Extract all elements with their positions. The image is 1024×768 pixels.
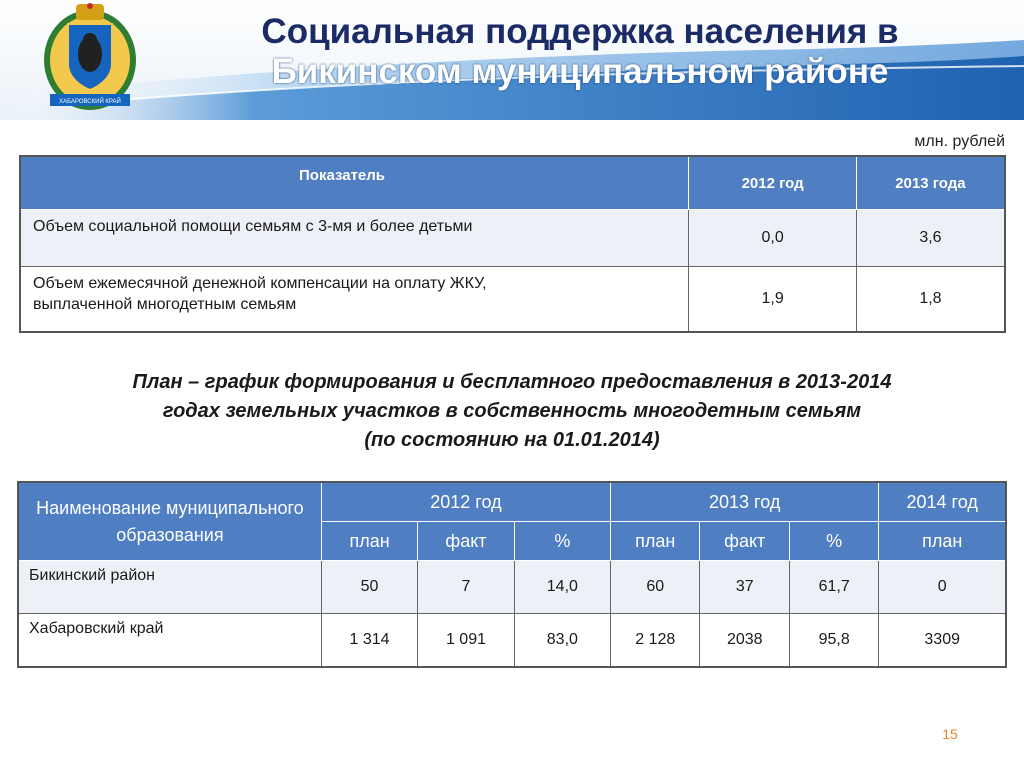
land-table-header	[18, 482, 1006, 522]
plan-title-line-2: годах земельных участков в собственность многодетным семьям	[162, 400, 862, 422]
header-year-2014: 2014 год	[879, 482, 1006, 522]
subheader-percent: %	[789, 522, 878, 561]
coat-of-arms-icon	[40, 2, 140, 114]
support-table-header	[20, 156, 1005, 210]
row-label: Объем социальной помощи семьям с 3-мя и более детьми	[20, 210, 689, 267]
header-2013: 2013 года	[856, 156, 1005, 210]
table-cell: 2038	[700, 614, 790, 668]
cell-2012: 1,9	[689, 267, 857, 333]
table-row	[18, 614, 1006, 668]
page-number: 15	[942, 726, 958, 742]
table-cell: 95,8	[789, 614, 878, 668]
table-cell: 50	[321, 561, 417, 614]
table-cell: 2 128	[611, 614, 700, 668]
emblem-caption: ХАБАРОВСКИЙ КРАЙ	[59, 99, 121, 105]
table-cell: 60	[611, 561, 700, 614]
header-year-2013: 2013 год	[611, 482, 879, 522]
header-municipality: Наименование муниципального образования	[18, 482, 321, 561]
table-cell: 7	[418, 561, 514, 614]
header-banner	[0, 0, 1024, 120]
unit-label: млн. рублей	[914, 133, 1005, 150]
page-title	[150, 12, 1010, 92]
table-row	[18, 561, 1006, 614]
table-cell: 0	[879, 561, 1006, 614]
subheader-fact: факт	[418, 522, 514, 561]
row-label-line-2: выплаченной многодетным семьям	[33, 296, 297, 313]
subheader-plan: план	[879, 522, 1006, 561]
cell-2013: 1,8	[856, 267, 1005, 333]
header-2012: 2012 год	[689, 156, 857, 210]
table-cell: 61,7	[789, 561, 878, 614]
table-cell: 83,0	[514, 614, 610, 668]
header-year-2012: 2012 год	[321, 482, 610, 522]
table-cell: 1 314	[321, 614, 417, 668]
table-row	[20, 210, 1005, 267]
plan-title	[20, 368, 1004, 455]
subheader-plan: план	[321, 522, 417, 561]
header-indicator: Показатель	[20, 156, 689, 210]
table-cell: 1 091	[418, 614, 514, 668]
title-line-2: Бикинском муниципальном районе	[271, 52, 889, 91]
municipality-name: Бикинский район	[18, 561, 321, 614]
table-cell: 3309	[879, 614, 1006, 668]
subheader-fact: факт	[700, 522, 790, 561]
plan-title-line-3: (по состоянию на 01.01.2014)	[364, 429, 660, 451]
plan-title-line-1: План – график формирования и бесплатного предоставления в 2013-2014	[132, 371, 892, 393]
table-cell: 14,0	[514, 561, 610, 614]
title-line-1: Социальная поддержка населения в	[261, 12, 899, 51]
support-table	[19, 155, 1006, 333]
row-label	[20, 267, 689, 333]
subheader-plan: план	[611, 522, 700, 561]
cell-2012: 0,0	[689, 210, 857, 267]
municipality-name: Хабаровский край	[18, 614, 321, 668]
row-label-line-1: Объем ежемесячной денежной компенсации на оплату ЖКУ,	[33, 275, 487, 292]
subheader-percent: %	[514, 522, 610, 561]
table-cell: 37	[700, 561, 790, 614]
cell-2013: 3,6	[856, 210, 1005, 267]
table-row	[20, 267, 1005, 333]
land-table	[17, 481, 1007, 668]
